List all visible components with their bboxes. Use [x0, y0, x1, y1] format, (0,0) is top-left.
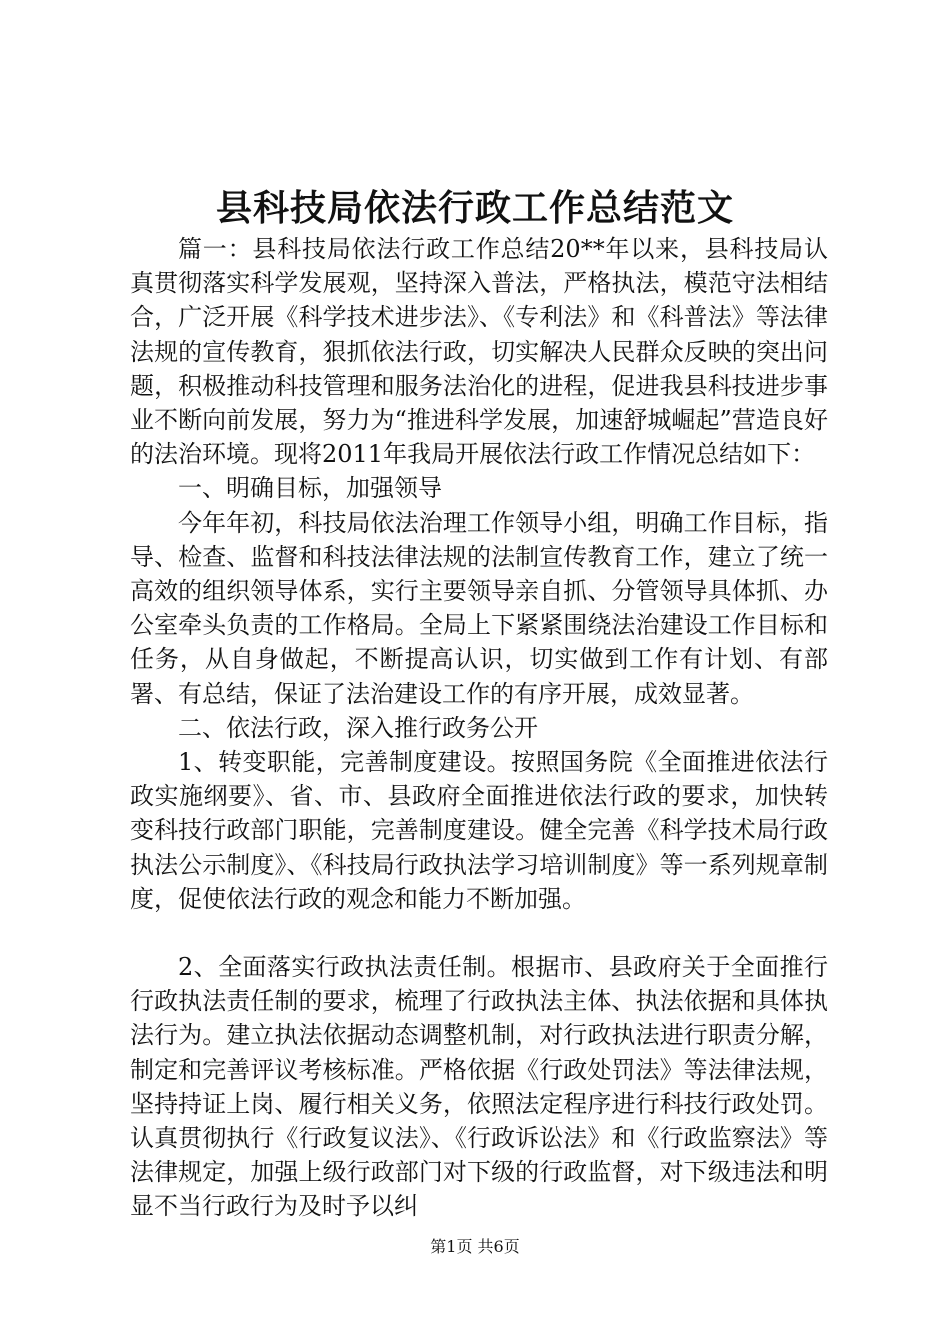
- section-heading-2: 二、依法行政，深入推行政务公开: [178, 713, 538, 742]
- page-number-footer: 第1页 共6页: [430, 1237, 520, 1256]
- paragraph-item-2: 2、全面落实行政执法责任制。根据市、县政府关于全面推行行政执法责任制的要求，梳理了行政执法主体、执法依据和具体执法行为。建立执法依据动态调整机制，对行政执法进行职责分解，制定和完善评议考核标准。严格依据《行政处罚法》等法律法规，坚持持证上岗、履行相关义务，依照法定程序进行科技行政处罚。认真贯彻执行《行政复议法》、《行政诉讼法》和《行政监察法》等法律规定，加强上级行政部门对下级的行政监督，对下级违法和明显不当行政行为及时予以纠: [130, 953, 828, 1221]
- paragraph-intro: 篇一：县科技局依法行政工作总结20**年以来，县科技局认真贯彻落实科学发展观，坚持深入普法，严格执法，模范守法相结合，广泛开展《科学技术进步法》、《专利法》和《科普法》等法律法规的宣传教育，狠抓依法行政，切实解决人民群众反映的突出问题，积极推动科技管理和服务法治化的进程，促进我县科技进步事业不断向前发展，努力为“推进科学发展，加速舒城崛起”营造良好的法治环境。现将2011年我局开展依法行政工作情况总结如下：: [130, 235, 828, 469]
- document-title: 县科技局依法行政工作总结范文: [215, 187, 734, 229]
- paragraph-item-1: 1、转变职能，完善制度建设。按照国务院《全面推进依法行政实施纲要》、省、市、县政府全面推进依法行政的要求，加快转变科技行政部门职能，完善制度建设。健全完善《科学技术局行政执法公示制度》、《科技局行政执法学习培训制度》等一系列规章制度，促使依法行政的观念和能力不断加强。: [130, 748, 828, 913]
- document-body: [130, 232, 828, 1224]
- paragraph-section-1: 今年年初，科技局依法治理工作领导小组，明确工作目标，指导、检查、监督和科技法律法规的法制宣传教育工作，建立了统一高效的组织领导体系，实行主要领导亲自抓、分管领导具体抓、办公室牵头负责的工作格局。全局上下紧紧围绕法治建设工作目标和任务，从自身做起，不断提高认识，切实做到工作有计划、有部署、有总结，保证了法治建设工作的有序开展，成效显著。: [130, 508, 828, 708]
- section-heading-1: 一、明确目标，加强领导: [178, 474, 442, 503]
